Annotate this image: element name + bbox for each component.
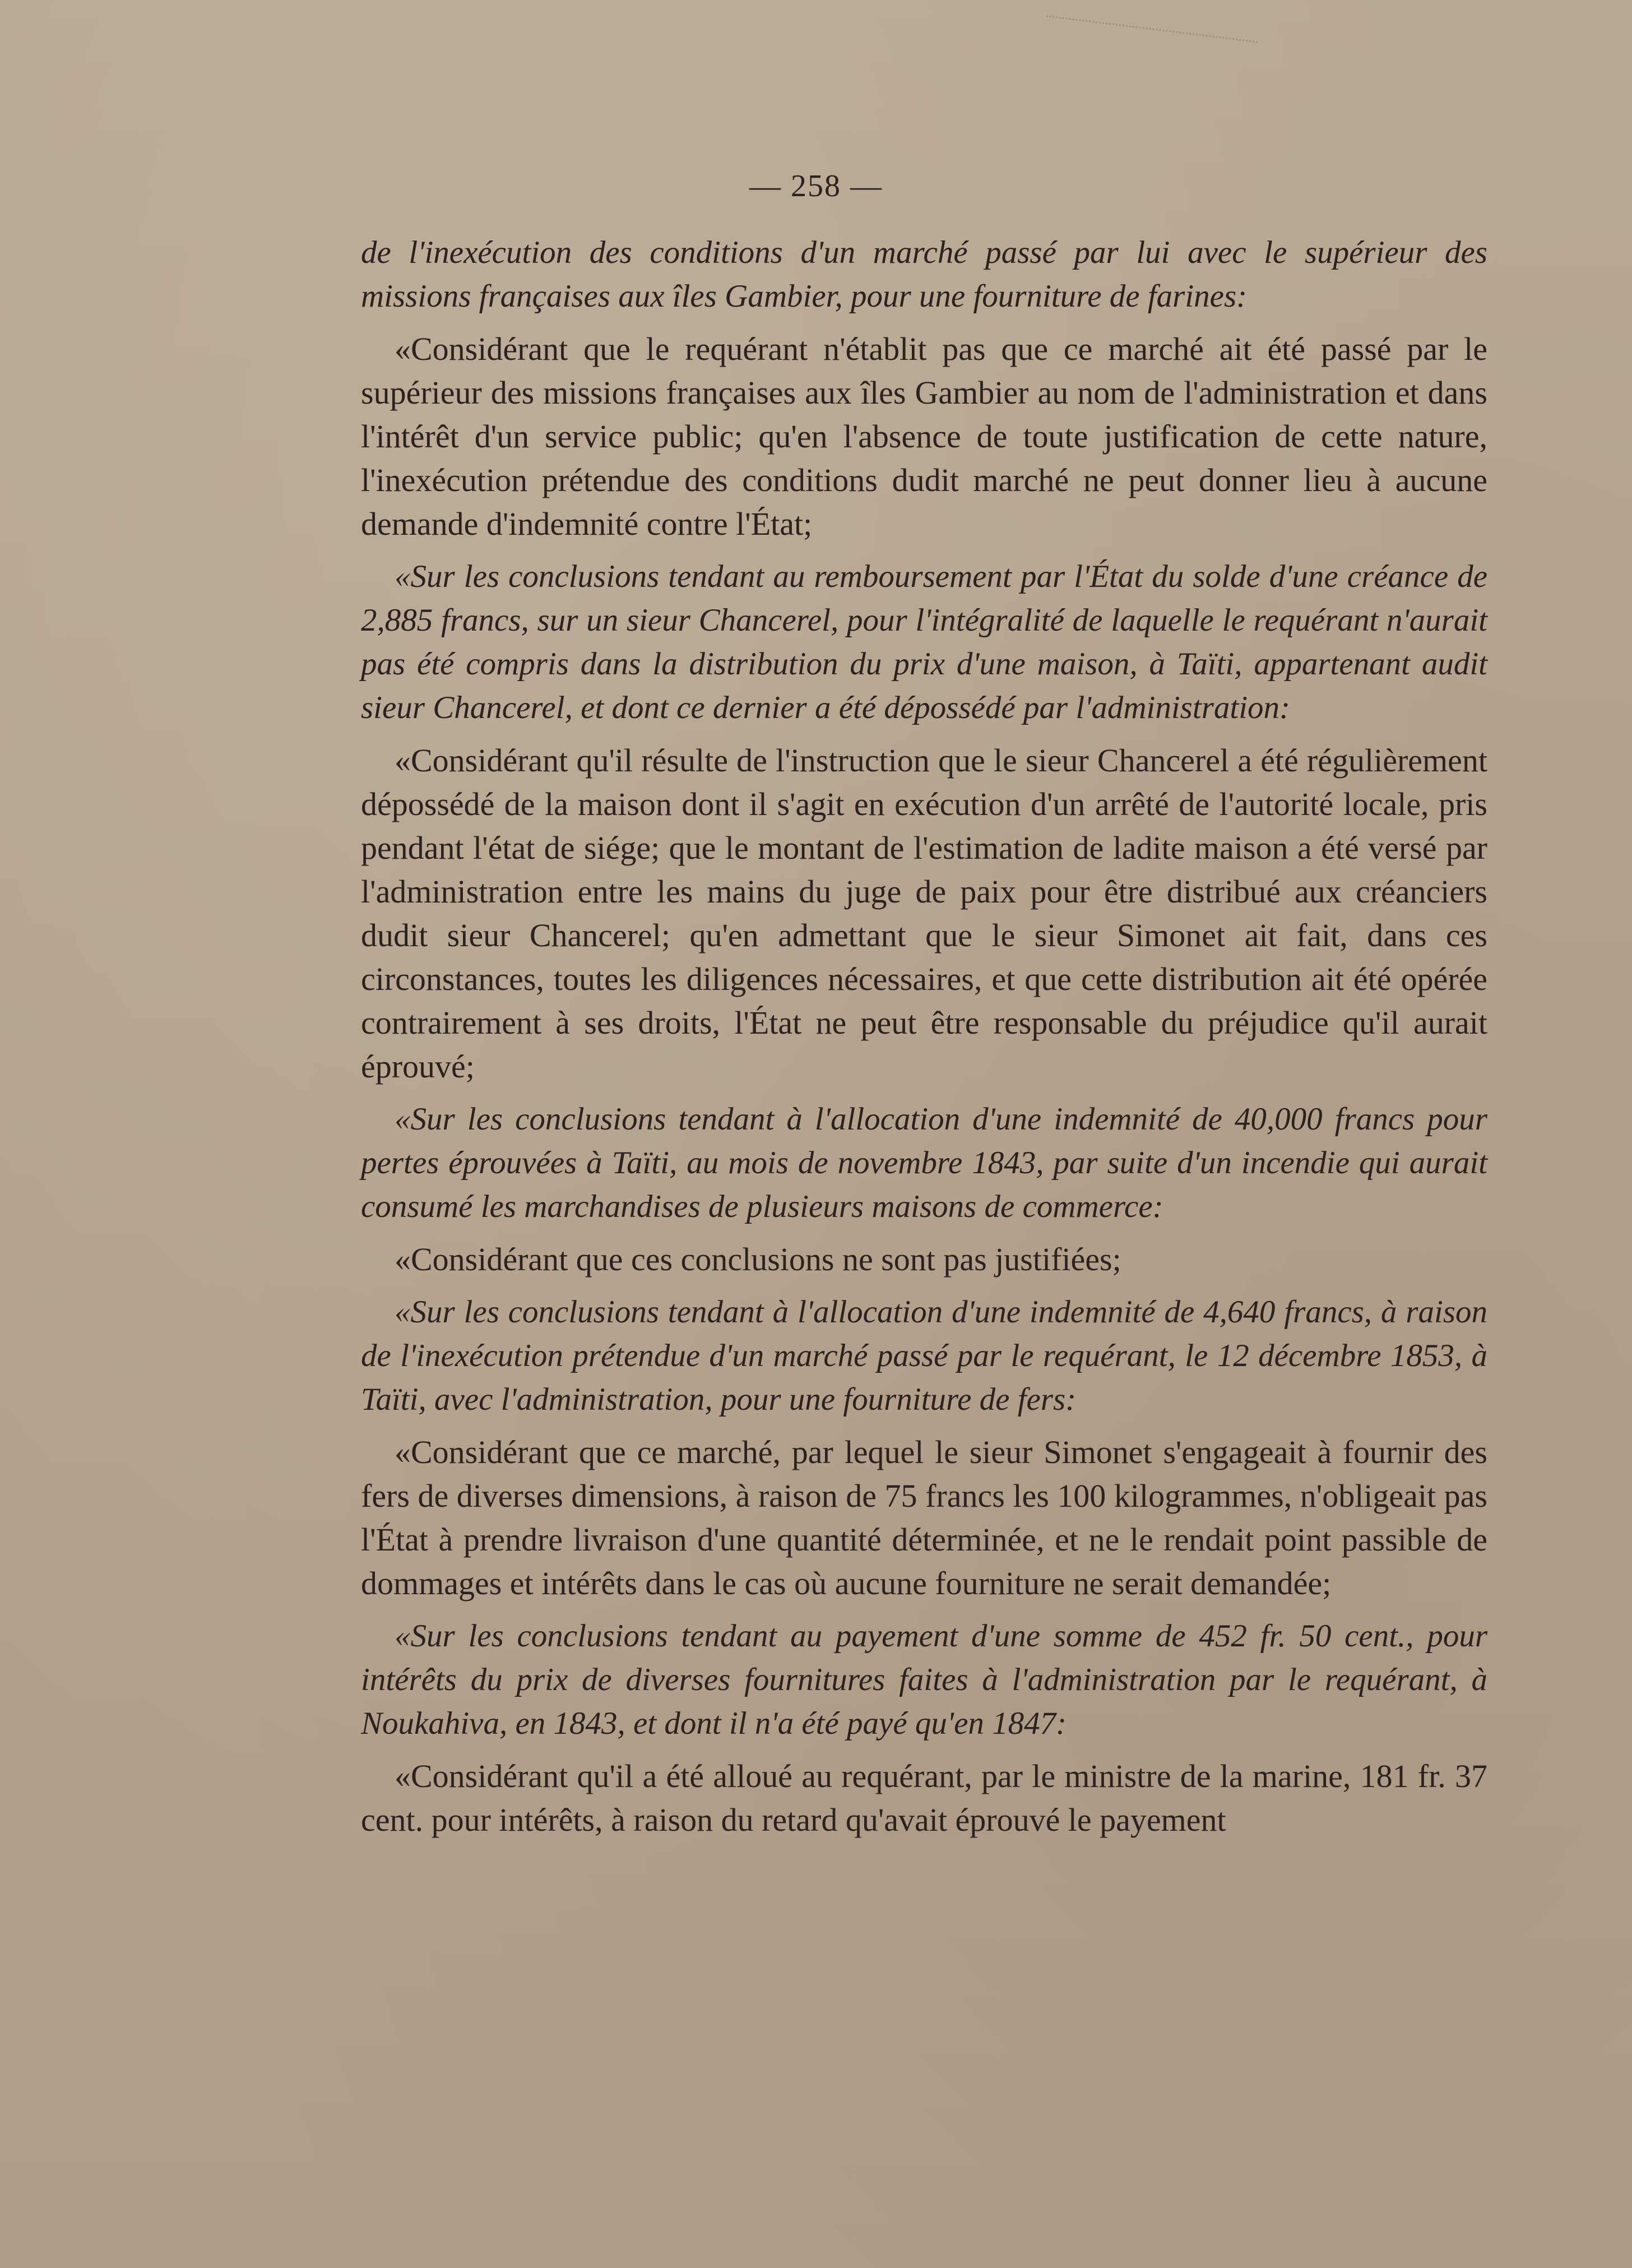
paragraph: «Considérant que le requérant n'établit pas que ce marché ait été passé par le supérieur des missions françaises aux îles Gambier au nom de l'administration et dans l'intérêt d'un service public; qu'en l'absence de toute justification de cette nature, l'inexécution prétendue des conditions dudit marché ne peut donner lieu à aucune demande d'indemnité contre l'État; [361,331,1487,542]
paragraph: «Considérant que ce marché, par lequel le sieur Simonet s'engageait à fournir des fers de diverses dimensions, à raison de 75 francs les 100 kilogrammes, n'obligeait pas l'État à prendre livraison d'une quantité déterminée, et ne le rendait point passible de dommages et intérêts dans le cas où aucune fourniture ne serait demandée; [361,1434,1487,1602]
paper-stain [1040,15,1258,93]
paragraph: «Sur les conclusions tendant à l'allocation d'une indemnité de 40,000 francs pour pertes éprouvées à Taïti, au mois de novembre 1843, par suite d'un incendie qui aurait consumé les marchandises de plusieurs maisons de commerce: [361,1101,1487,1224]
paragraph: «Considérant qu'il résulte de l'instruction que le sieur Chancerel a été régulièrement dépossédé de la maison dont il s'agit en exécution d'un arrêté de l'autorité locale, pris pendant l'état de siége; que le montant de l'estimation de ladite maison a été versé par l'administration entre les mains du juge de paix pour être distribué aux créanciers dudit sieur Chancerel; qu'en admettant que le sieur Simonet ait fait, dans ces circonstances, toutes les diligences nécessaires, et que cette distribution ait été opérée contrairement à ses droits, l'État ne peut être responsable du préjudice qu'il aurait éprouvé; [361,742,1487,1085]
paragraph: de l'inexécution des conditions d'un marché passé par lui avec le supérieur des missions françaises aux îles Gambier, pour une fourniture de farines: [361,235,1487,314]
paragraph: «Sur les conclusions tendant à l'allocation d'une indemnité de 4,640 francs, à raison de l'inexécution prétendue d'un marché passé par le requérant, le 12 décembre 1853, à Taïti, avec l'administration, pour une fourniture de fers: [361,1294,1487,1417]
paragraph: «Sur les conclusions tendant au remboursement par l'État du solde d'une créance de 2,885 francs, sur un sieur Chancerel, pour l'intégralité de laquelle le requérant n'aurait pas été compris dans la distribution du prix d'une maison, à Taïti, appartenant audit sieur Chancerel, et dont ce dernier a été dépossédé par l'administration: [361,559,1487,725]
paragraph: «Sur les conclusions tendant au payement d'une somme de 452 fr. 50 cent., pour intérêts du prix de diverses fournitures faites à l'administration par le requérant, à Noukahiva, en 1843, et dont il n'a été payé qu'en 1847: [361,1618,1487,1741]
paragraph: «Considérant que ces conclusions ne sont pas justifiées; [395,1241,1121,1278]
body-text [361,231,1487,1851]
page-number: — 258 — [749,169,883,203]
paragraph: «Considérant qu'il a été alloué au requérant, par le ministre de la marine, 181 fr. 37 cent. pour intérêts, à raison du retard qu'avait éprouvé le payement [361,1758,1487,1838]
